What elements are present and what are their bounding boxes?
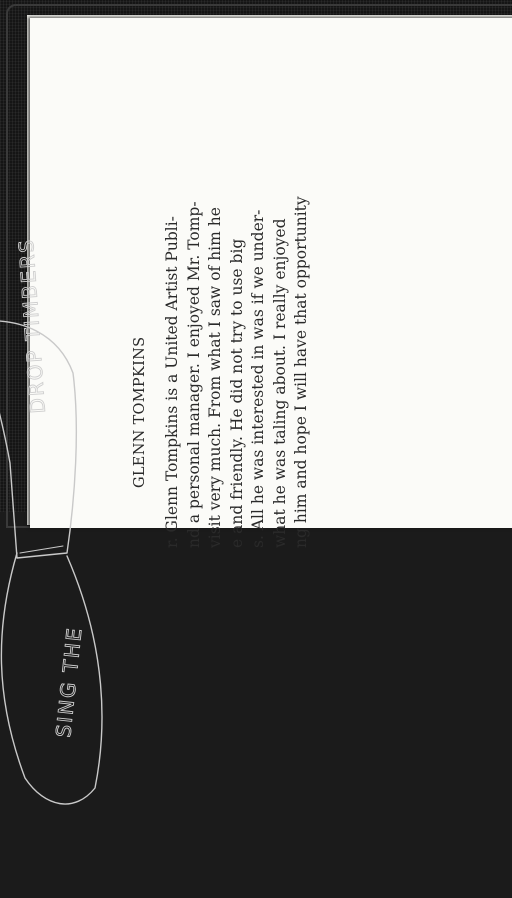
rotated-page-content <box>0 196 310 898</box>
body-line: nd a personal manager. I enjoyed Mr. Tomp- <box>184 201 203 548</box>
section-heading: GLENN TOMPKINS <box>132 336 148 488</box>
body-line: s. All he was interested in was if we under- <box>249 209 267 548</box>
body-line: visit very much. From what I saw of him he <box>206 207 224 548</box>
body-line: what he was taling about. I really enjoyed <box>270 218 289 548</box>
document-page <box>13 18 512 739</box>
body-line: ng him and hope I will have that opportunity <box>292 196 310 548</box>
body-line: r. Glenn Tompkins is a United Artist Publi- <box>163 216 181 548</box>
body-line: e and friendly. He did not try to use big <box>227 238 246 548</box>
sketch-banner-lower <box>1 553 102 804</box>
body-paragraph <box>162 188 313 548</box>
sketch-lower-text: SING THE <box>51 625 87 739</box>
sketch-fold-line <box>20 546 63 553</box>
sketch-upper-text: DROP TIMBERS <box>13 237 50 415</box>
